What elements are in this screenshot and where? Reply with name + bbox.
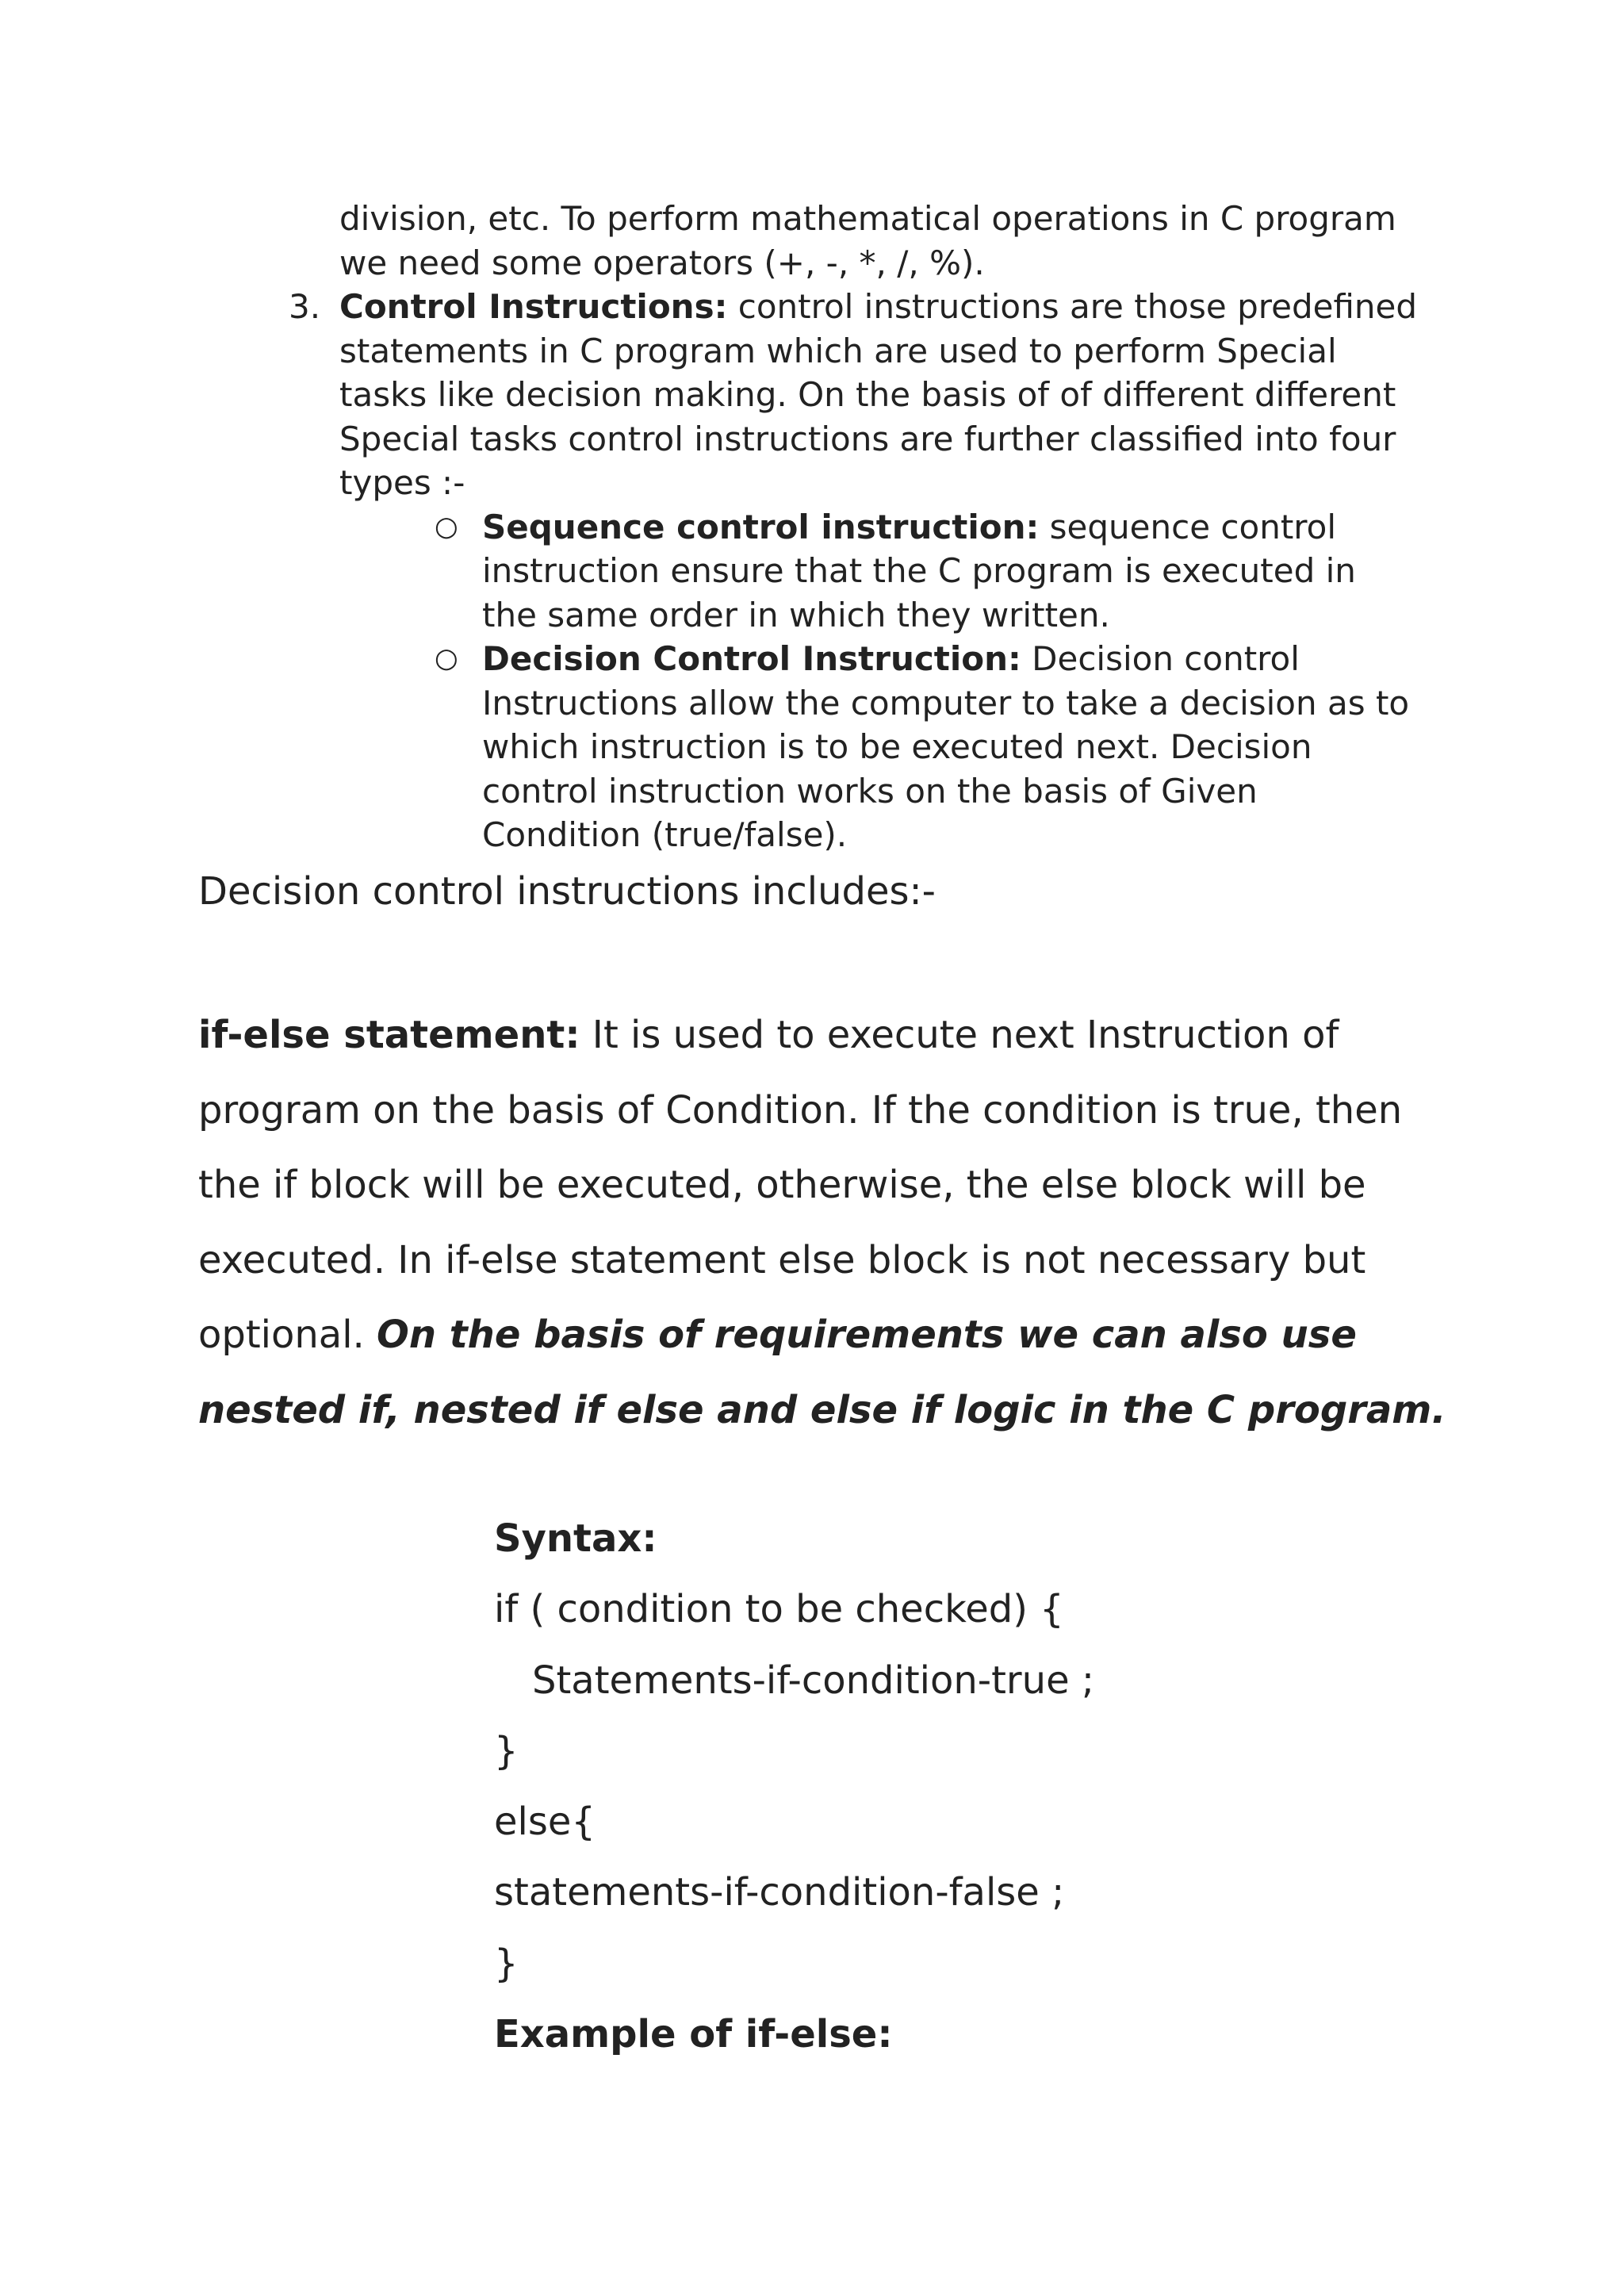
sub-item-text: sequence control instruction ensure that the C program is executed in the same order in which they written. — [482, 507, 1356, 634]
if-else-paragraph — [198, 998, 1451, 1447]
circle-bullet-icon: ○ — [435, 642, 458, 674]
sub-item-decision-control — [435, 637, 1418, 857]
list-item-text: control instructions are those predefined statements in C program which are used to perform Special tasks like decision making. On the basis of of different different Special tasks control instructions are further classified into four types :- — [339, 287, 1418, 502]
list-number: 3. — [289, 287, 321, 326]
example-label: Example of if-else: — [494, 2012, 893, 2057]
if-else-title: if-else statement: — [198, 1013, 580, 1057]
if-else-text: It is used to execute next Instruction of program on the basis of Condition. If the condition is true, then the if block will be executed, otherwise, the else block will be executed. In if-else statement else block is not necessary but optional. — [198, 1013, 1403, 1357]
sub-item-text: Decision control Instructions allow the computer to take a decision as to which instruction is to be executed next. Decision control instruction works on the basis of Given Condition (true/false). — [482, 639, 1410, 854]
code-line: Statements-if-condition-true ; — [532, 1658, 1095, 1703]
list-item-control-instructions — [289, 285, 1434, 505]
code-line: else{ — [494, 1800, 596, 1845]
sub-item-title: Sequence control instruction: — [482, 507, 1040, 546]
list-item-title: Control Instructions: — [339, 287, 728, 326]
code-line: } — [494, 1728, 519, 1773]
sub-item-sequence-control — [435, 505, 1418, 638]
code-line: } — [494, 1941, 519, 1986]
syntax-label: Syntax: — [494, 1516, 657, 1561]
circle-bullet-icon: ○ — [435, 510, 458, 542]
instruction-list — [0, 197, 1624, 857]
if-else-emphasis: On the basis of requirements we can also use nested if, nested if else and else if logic in the C program. — [198, 1313, 1446, 1432]
sub-item-title: Decision Control Instruction: — [482, 639, 1021, 678]
code-line: if ( condition to be checked) { — [494, 1587, 1064, 1632]
section-heading: Decision control instructions includes:- — [198, 869, 936, 914]
list-continuation-text: division, etc. To perform mathematical operations in C program we need some operators (+, -, *, /, %). — [339, 199, 1396, 282]
syntax-block — [494, 1504, 1446, 2070]
code-line: statements-if-condition-false ; — [494, 1870, 1065, 1915]
